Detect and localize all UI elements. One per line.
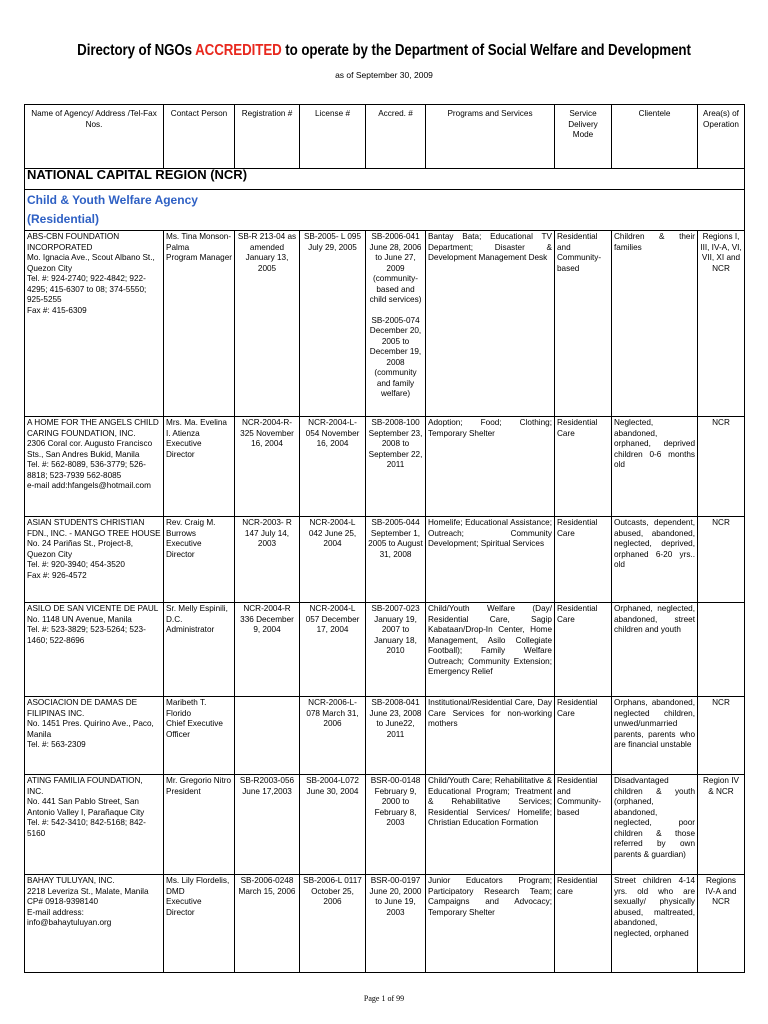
region-heading: NATIONAL CAPITAL REGION (NCR) [25,169,745,190]
license-number: SB-2004-L072 June 30, 2004 [306,776,359,796]
registration-number: SB-R2003-056 June 17,2003 [239,776,295,796]
registration-number: SB-2006-0248 March 15, 2006 [238,876,296,896]
contact-cell [164,697,235,775]
accred-number: SB-2008-041 June 23, 2008 to June22, 2011 [369,698,422,739]
programs-services: Institutional/Residential Care, Day Care Services for non-working mothers [428,698,552,728]
area-cell [698,603,745,697]
contact-cell [164,603,235,697]
agency-extra: Fax #: 415-6309 [27,305,87,315]
contact-position: Chief Executive Officer [166,719,223,739]
clientele: Disadvantaged children & youth (orphaned, abandoned, neglected, poor children & those referred by own parents & guardian) [614,776,695,859]
programs-cell [426,875,555,973]
accred-cell [366,697,426,775]
agency-tel: Tel. #: 924-2740; 922-4842; 922-4295; 415-6307 to 08; 374-5550; 925-5255 [27,274,147,304]
license-cell [300,517,366,603]
registration-number: NCR-2004-R 336 December 9, 2004 [240,604,294,634]
agency-name: ABS-CBN FOUNDATION INCORPORATED [27,232,120,252]
area-cell [698,517,745,603]
registration-cell [235,231,300,417]
page-number: Page 1 of 99 [363,994,405,1003]
area-cell [698,231,745,417]
area-cell [698,875,745,973]
agency-cell [25,697,164,775]
document-title [54,42,714,60]
table-row [25,775,745,875]
agency-cell [25,603,164,697]
agency-name: ASIAN STUDENTS CHRISTIAN FDN., INC. - MANGO TREE HOUSE [27,518,161,538]
agency-cell [25,517,164,603]
header-accred: Accred. # [366,105,426,169]
license-cell [300,697,366,775]
license-cell [300,775,366,875]
registration-cell [235,417,300,517]
programs-services: Junior Educators Program; Participatory Research Team; Campaigns and Advocacy; Temporary Shelter [428,876,552,917]
contact-cell [164,775,235,875]
accred-cell [366,517,426,603]
title-accent: ACCREDITED [195,42,282,59]
contact-position: Executive Director [166,539,202,559]
agency-name: ASOCIACION DE DAMAS DE FILIPINAS INC. [27,698,138,718]
license-number: NCR-2006-L-078 March 31, 2006 [306,698,359,728]
license-cell [300,417,366,517]
agency-name: A HOME FOR THE ANGELS CHILD CARING FOUNDATION, INC. [27,418,159,438]
area-of-operation: NCR [712,418,730,427]
mode-cell [555,775,612,875]
contact-person: Ms. Tina Monson-Palma [166,232,232,252]
license-number: SB-2005- L 095 July 29, 2005 [303,232,362,252]
accred-number: SB-2008-100 September 23, 2008 to September 22, 2011 [368,418,423,469]
table-row [25,603,745,697]
area-cell [698,775,745,875]
category-heading [25,190,745,231]
service-delivery-mode: Residential and Community-based [557,232,602,273]
service-delivery-mode: Residential Care [557,604,598,624]
service-delivery-mode: Residential Care [557,518,598,538]
contact-cell [164,875,235,973]
programs-cell [426,603,555,697]
table-row [25,875,745,973]
agency-tel: Tel. #: 563-2309 [27,740,86,749]
registration-cell [235,775,300,875]
category-row [25,190,745,231]
area-of-operation: NCR [712,698,730,707]
programs-cell [426,231,555,417]
header-registration: Registration # [235,105,300,169]
clientele: Children & their families [614,232,695,252]
programs-cell [426,417,555,517]
area-cell [698,697,745,775]
agency-address: No. 1451 Pres. Quirino Ave., Paco, Manila [27,719,154,739]
programs-services: Adoption; Food; Clothing; Temporary Shelter [428,418,552,438]
programs-cell [426,697,555,775]
accred-number: BSR-00-0197 June 20, 2000 to June 19, 2003 [369,876,422,917]
agency-address: No. 24 Pariñas St., Project-8, Quezon City [27,539,134,559]
license-number: SB-2006-L 0117 October 25, 2006 [303,876,362,906]
service-delivery-mode: Residential Care [557,418,598,438]
agency-extra: Fax #: 926-4572 [27,570,87,580]
mode-cell [555,603,612,697]
registration-cell [235,517,300,603]
agency-extra: E-mail address: info@bahaytuluyan.org [27,907,112,927]
contact-cell [164,231,235,417]
clientele-cell [612,417,698,517]
clientele-cell [612,697,698,775]
agency-tel: Tel. #: 542-3410; 842-5168; 842-5160 [27,818,146,838]
agency-address: No. 1148 UN Avenue, Manila [27,614,132,624]
accred-number: SB-2007-023 January 19, 2007 to January 18, 2010 [371,604,420,655]
category-subtitle: (Residential) [27,212,100,226]
contact-person: Mrs. Ma. Evelina I. Atienza [166,418,227,438]
header-mode: Service Delivery Mode [555,105,612,169]
agency-address: 2218 Leveriza St., Malate, Manila [27,886,149,896]
ngo-directory-table [24,104,745,973]
service-delivery-mode: Residential care [557,876,598,896]
mode-cell [555,417,612,517]
accred-number: SB-2005-044 September 1, 2005 to August 31, 2008 [368,518,423,559]
table-row [25,231,745,417]
clientele: Orphaned, neglected, abandoned, street children and youth [614,604,695,634]
agency-tel: Tel. #: 523-3829; 523-5264; 523-1460; 522-8696 [27,625,146,645]
agency-name: ATING FAMILIA FOUNDATION, INC. [27,776,143,796]
agency-tel: CP# 0918-9398140 [27,897,99,906]
agency-address: No. 441 San Pablo Street, San Antonio Valley I, Parañaque City [27,797,145,817]
contact-position: Executive Director [166,439,202,459]
agency-cell [25,231,164,417]
header-clientele: Clientele [612,105,698,169]
accred-cell [366,417,426,517]
contact-person: Sr. Melly Espinili, D.C. [166,604,228,624]
license-number: NCR-2004-L 042 June 25, 2004 [308,518,357,548]
agency-tel: Tel. #: 562-8089, 536-3779; 526-8818; 523-7939 562-8085 [27,460,146,480]
agency-cell [25,775,164,875]
contact-position: Program Manager [166,253,232,262]
category-title: Child & Youth Welfare Agency [27,193,198,207]
document-subtitle: as of September 30, 2009 [335,70,433,80]
clientele: Neglected, abandoned, orphaned, deprived children 0-6 months old [614,418,695,469]
accred-number-2: SB-2005-074 December 20, 2005 to December 19, 2008 (community and family welfare) [369,315,422,398]
accred-cell [366,231,426,417]
license-number: NCR-2004-L-054 November 16, 2004 [305,418,360,448]
clientele-cell [612,875,698,973]
service-delivery-mode: Residential and Community-based [557,776,602,817]
programs-cell [426,775,555,875]
header-programs: Programs and Services [426,105,555,169]
area-of-operation: Regions I, III, IV-A, VI, VII, XI and NCR [700,232,742,273]
title-suffix: to operate by the Department of Social Welfare and Development [281,42,691,59]
contact-person: Rev. Craig M. Burrows [166,518,216,538]
table-row [25,697,745,775]
clientele-cell [612,775,698,875]
accred-number: SB-2006-041 June 28, 2006 to June 27, 2009 (community-based and child services) [369,232,422,304]
license-cell [300,231,366,417]
agency-cell [25,417,164,517]
clientele: Orphans, abandoned, neglected children, unwed/unmarried parents, parents who are financial unstable [614,698,695,749]
agency-tel: Tel. #: 920-3940; 454-3520 [27,560,125,569]
contact-person: Ms. Lily Flordelis, DMD [166,876,230,896]
programs-services: Child/Youth Care; Rehabilitative & Educational Program; Treatment & Rehabilitative Services; Residential Services/ Homelife; Christian Education Formation [428,776,552,827]
agency-address: 2306 Coral cor. Augusto Francisco Sts., San Andres Bukid, Manila [27,439,153,459]
mode-cell [555,517,612,603]
registration-number: SB-R 213-04 as amended January 13, 2005 [237,232,297,273]
title-prefix: Directory of NGOs [77,42,196,59]
contact-person: Maribeth T. Florido [166,698,207,718]
contact-cell [164,517,235,603]
license-cell [300,875,366,973]
programs-services: Bantay Bata; Educational TV Department; Disaster & Development Management Desk [428,232,552,262]
registration-cell [235,603,300,697]
mode-cell [555,875,612,973]
clientele-cell [612,603,698,697]
header-name: Name of Agency/ Address /Tel-Fax Nos. [25,105,164,169]
area-of-operation: Regions IV-A and NCR [705,876,737,906]
header-area: Area(s) of Operation [698,105,745,169]
area-of-operation: NCR [712,518,730,527]
accred-cell [366,875,426,973]
registration-cell [235,875,300,973]
agency-address: Mo. Ignacia Ave., Scout Albano St., Quezon City [27,253,155,273]
header-contact: Contact Person [164,105,235,169]
license-number: NCR-2004-L 057 December 17, 2004 [305,604,360,634]
clientele-cell [612,517,698,603]
mode-cell [555,231,612,417]
agency-name: BAHAY TULUYAN, INC. [27,876,115,885]
table-row [25,517,745,603]
agency-cell [25,875,164,973]
clientele: Outcasts, dependent, abused, abandoned, neglected, deprived, orphaned 6-20 yrs.. old [614,518,695,569]
area-of-operation: Region IV & NCR [703,776,739,796]
contact-position: President [166,786,201,796]
programs-services: Child/Youth Welfare (Day/ Residential Care, Sagip Kabataan/Drop-In Center, Home Management, Asilo Collegiate Football); Family Welfare Outreach; Community Extension; Emergency Relief [428,604,552,676]
programs-services: Homelife; Educational Assistance; Outreach; Community Development; Spiritual Services [428,518,552,548]
clientele: Street children 4-14 yrs. old who are sexually/ physically abused, maltreated, abandoned, neglected, orphaned [614,876,695,938]
mode-cell [555,697,612,775]
registration-number: NCR-2003- R 147 July 14, 2003 [242,518,292,548]
region-row [25,169,745,190]
contact-position: Executive Director [166,897,202,917]
header-license: License # [300,105,366,169]
table-row [25,417,745,517]
contact-person: Mr. Gregorio Nitro [166,776,232,785]
service-delivery-mode: Residential Care [557,698,598,718]
license-cell [300,603,366,697]
contact-cell [164,417,235,517]
registration-number: NCR-2004-R-325 November 16, 2004 [240,418,294,448]
registration-cell [235,697,300,775]
agency-name: ASILO DE SAN VICENTE DE PAUL [27,604,159,613]
clientele-cell [612,231,698,417]
programs-cell [426,517,555,603]
accred-cell [366,603,426,697]
area-cell [698,417,745,517]
accred-cell [366,775,426,875]
header-row [25,105,745,169]
agency-extra: e-mail add:hfangels@hotmail.com [27,481,151,490]
accred-number: BSR-00-0148 February 9, 2000 to February 8, 2003 [370,776,421,827]
contact-position: Administrator [166,625,215,634]
